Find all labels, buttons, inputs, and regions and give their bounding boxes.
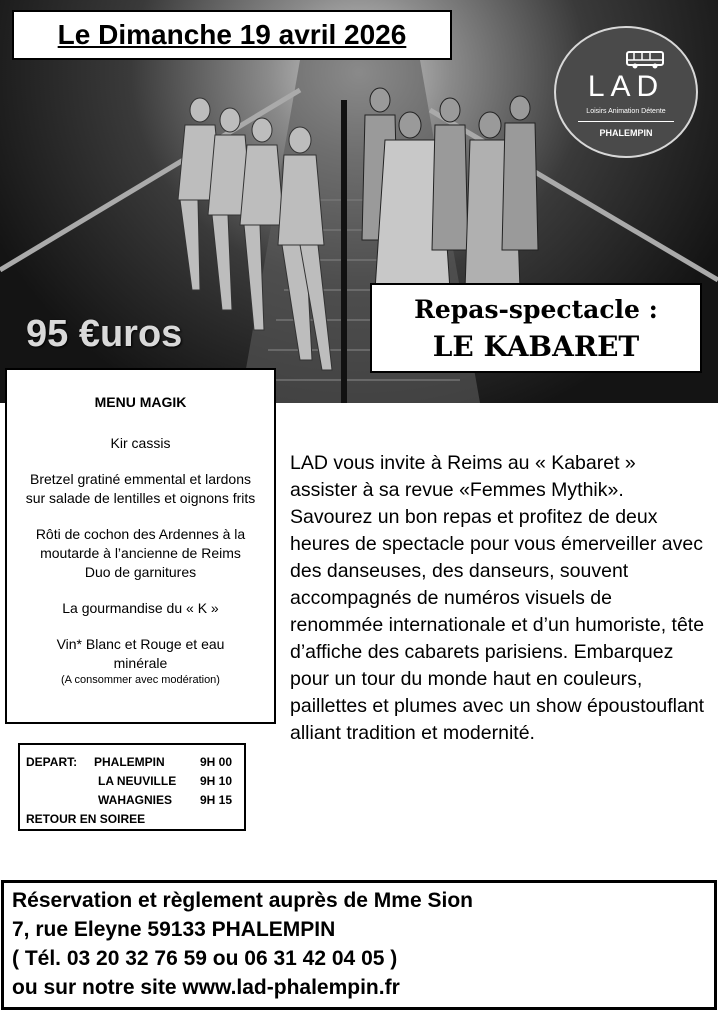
departure-time: 9H 10 bbox=[200, 774, 233, 788]
reservation-line: Réservation et règlement auprès de Mme Sion bbox=[12, 889, 473, 912]
reservation-address: 7, rue Eleyne 59133 PHALEMPIN bbox=[12, 918, 336, 941]
logo-subtitle: Loisirs Animation Détente bbox=[586, 108, 666, 115]
menu-item: Duo de garnitures bbox=[84, 564, 197, 580]
show-type: Repas-spectacle : bbox=[414, 295, 658, 324]
menu-title: MENU MAGIK bbox=[94, 394, 187, 410]
logo-city: PHALEMPIN bbox=[599, 128, 653, 138]
price: 95 €uros bbox=[26, 313, 183, 355]
departure-time: 9H 00 bbox=[200, 755, 233, 769]
show-title-box bbox=[370, 283, 702, 373]
departure-time: 9H 15 bbox=[200, 793, 233, 807]
reservation-box bbox=[1, 880, 717, 1010]
departure-place: WAHAGNIES bbox=[98, 793, 173, 807]
lad-logo bbox=[554, 26, 698, 158]
departure-schedule bbox=[18, 743, 246, 831]
departure-place: PHALEMPIN bbox=[94, 755, 165, 769]
menu-item: Rôti de cochon des Ardennes à la moutarde à l’ancienne de Reims bbox=[35, 526, 246, 561]
bus-icon bbox=[626, 50, 666, 70]
reservation-phone: ( Tél. 03 20 32 76 59 ou 06 31 42 04 05 ) bbox=[12, 947, 398, 970]
show-name: LE KABARET bbox=[432, 330, 640, 363]
menu-note: (A consommer avec modération) bbox=[61, 674, 220, 686]
departure-label: DEPART: bbox=[26, 755, 78, 769]
reservation-website[interactable]: ou sur notre site www.lad-phalempin.fr bbox=[12, 976, 400, 999]
logo-divider bbox=[578, 121, 674, 122]
menu-box bbox=[5, 368, 276, 724]
menu-item: Vin* Blanc et Rouge et eau minérale bbox=[56, 636, 225, 671]
date-banner bbox=[12, 10, 452, 60]
menu-item: Bretzel gratiné emmental et lardons sur salade de lentilles et oignons frits bbox=[25, 471, 256, 506]
event-description: LAD vous invite à Reims au « Kabaret » assister à sa revue «Femmes Mythik». Savourez un bon repas et profitez de deux heures de spectacle pour vous émerveiller avec des danseuses, des danseurs, souvent accompagnés de numéros visuels de renommée internationale et d’un humoriste, tête d’affiche des cabarets parisiens. Embarquez pour un tour du monde haut en couleurs, paillettes et plumes avec un show époustouflant alliant tradition et modernité. bbox=[290, 452, 705, 744]
logo-name: LAD bbox=[587, 70, 665, 103]
event-date: Le Dimanche 19 avril 2026 bbox=[57, 19, 407, 50]
menu-item: La gourmandise du « K » bbox=[62, 600, 219, 616]
departure-place: LA NEUVILLE bbox=[98, 774, 177, 788]
return-info: RETOUR EN SOIREE bbox=[26, 812, 146, 826]
menu-item: Kir cassis bbox=[110, 435, 171, 451]
